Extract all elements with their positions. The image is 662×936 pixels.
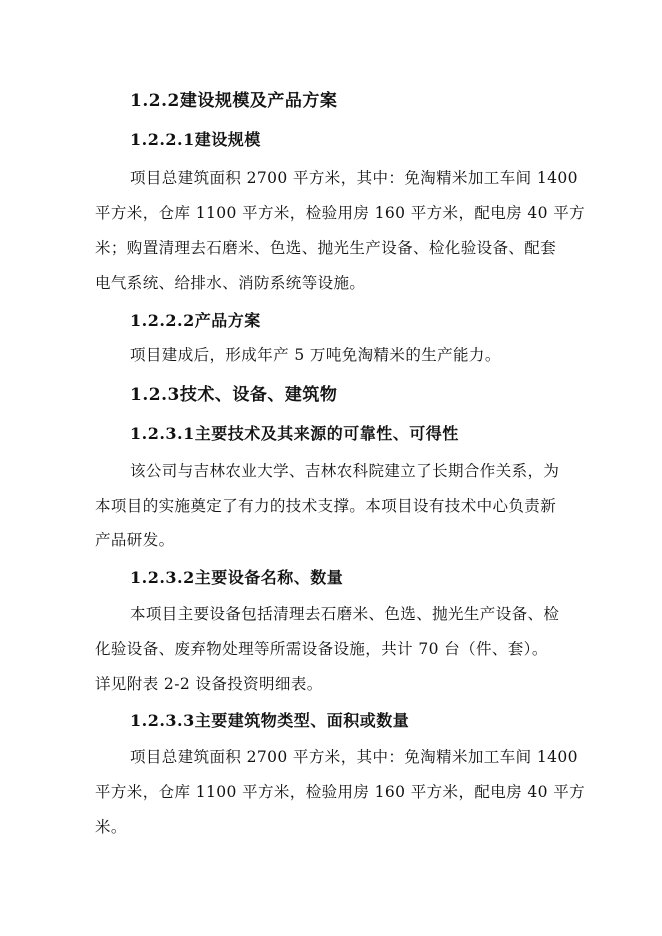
subsection-heading-1-2-2-1: 1.2.2.1建设规模 — [130, 130, 261, 149]
paragraph-line: 项目建成后，形成年产 5 万吨免淘精米的生产能力。 — [130, 346, 501, 364]
paragraph-line: 该公司与吉林农业大学、吉林农科院建立了长期合作关系，为 — [130, 462, 560, 480]
paragraph-line: 化验设备、废弃物处理等所需设备设施，共计 70 台（件、套）。 — [95, 640, 548, 658]
paragraph-line: 项目总建筑面积 2700 平方米，其中：免淘精米加工车间 1400 — [130, 169, 578, 187]
paragraph-line: 平方米，仓库 1100 平方米，检验用房 160 平方米，配电房 40 平方 — [95, 204, 586, 222]
section-heading-1-2-3: 1.2.3技术、设备、建筑物 — [130, 385, 338, 405]
paragraph-line: 本项目主要设备包括清理去石磨米、色选、抛光生产设备、检 — [130, 605, 560, 623]
paragraph-line: 平方米，仓库 1100 平方米，检验用房 160 平方米，配电房 40 平方 — [95, 783, 586, 801]
subsection-heading-1-2-3-1: 1.2.3.1主要技术及其来源的可靠性、可得性 — [130, 424, 459, 443]
paragraph-line: 电气系统、给排水、消防系统等设施。 — [95, 274, 366, 292]
subsection-heading-1-2-2-2: 1.2.2.2产品方案 — [130, 311, 261, 330]
paragraph-line: 米；购置清理去石磨米、色选、抛光生产设备、检化验设备、配套 — [95, 239, 557, 257]
paragraph-line: 本项目的实施奠定了有力的技术支撑。本项目设有技术中心负责新 — [95, 497, 557, 515]
paragraph-line: 产品研发。 — [95, 531, 175, 549]
paragraph-line: 详见附表 2-2 设备投资明细表。 — [95, 675, 323, 693]
paragraph-line: 项目总建筑面积 2700 平方米，其中：免淘精米加工车间 1400 — [130, 748, 578, 766]
subsection-heading-1-2-3-2: 1.2.3.2主要设备名称、数量 — [130, 568, 344, 587]
paragraph-line: 米。 — [95, 818, 127, 836]
section-heading-1-2-2: 1.2.2建设规模及产品方案 — [130, 91, 338, 111]
subsection-heading-1-2-3-3: 1.2.3.3主要建筑物类型、面积或数量 — [130, 711, 410, 730]
